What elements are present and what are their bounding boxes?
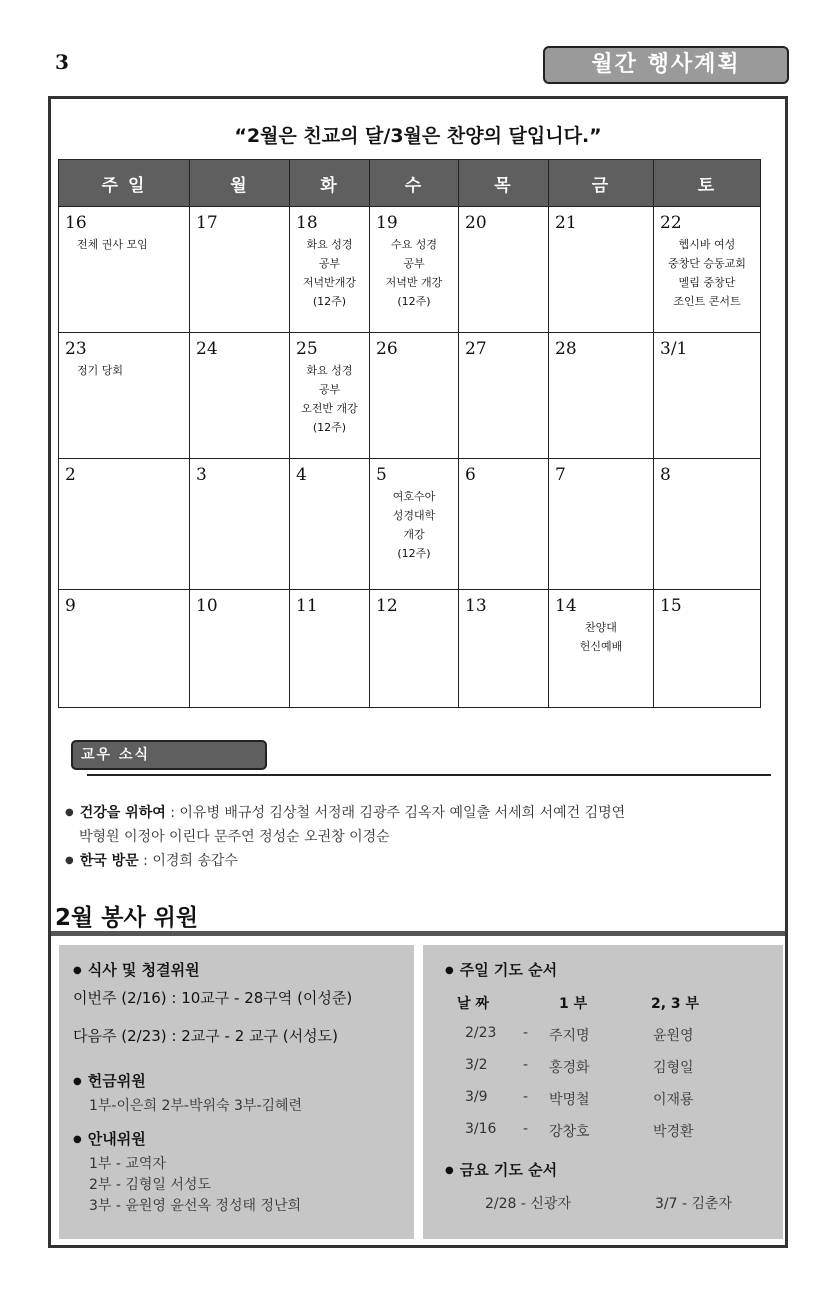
day-number: 13 [465, 596, 487, 616]
calendar-day-cell [290, 207, 370, 333]
day-number: 2 [65, 465, 76, 485]
page-number: 3 [55, 50, 69, 74]
event-line: 공부 [403, 257, 425, 270]
day-events [549, 618, 653, 656]
health-names-continued: 박형원 이정아 이린다 문주연 정성순 오권창 이경순 [79, 829, 390, 845]
event-line: 여호수아 [392, 490, 436, 503]
weekday-header: 토 [654, 160, 761, 207]
prayer-header-second: 2, 3 부 [651, 996, 700, 1012]
calendar-day-cell [370, 207, 459, 333]
news-section-label: 교우 소식 [71, 740, 267, 770]
prayer-header-date: 날 짜 [457, 996, 489, 1012]
prayer-dash: - [523, 1089, 529, 1105]
news-divider [87, 774, 771, 776]
offering-committee-list: 1부-이은희 2부-박위숙 3부-김혜련 [89, 1098, 303, 1114]
calendar-day-cell [190, 459, 290, 590]
bullet-icon [65, 805, 80, 821]
calendar-day-cell [654, 333, 761, 459]
calendar-day-cell [654, 590, 761, 708]
calendar-day-cell [59, 590, 190, 708]
calendar-week-row [59, 459, 761, 590]
calendar-day-cell [190, 207, 290, 333]
day-number: 23 [65, 339, 87, 359]
day-number: 19 [376, 213, 398, 233]
event-line: 공부 [318, 257, 341, 270]
day-number: 6 [465, 465, 476, 485]
event-line: 중창단 승동교회 [668, 257, 746, 270]
day-number: 22 [660, 213, 682, 233]
bullet-icon [65, 853, 80, 869]
prayer-first: 박명철 [549, 1092, 590, 1108]
friday-prayer-2: 3/7 - 김춘자 [655, 1196, 733, 1212]
event-line: 개강 [403, 528, 425, 541]
calendar-day-cell [370, 590, 459, 708]
prayer-schedule-panel [423, 945, 783, 1239]
day-number: 14 [555, 596, 577, 616]
calendar-day-cell [290, 333, 370, 459]
weekday-header: 금 [549, 160, 654, 207]
day-number: 12 [376, 596, 398, 616]
prayer-dash: - [523, 1025, 529, 1041]
usher-committee-title: ● 안내위원 [73, 1128, 146, 1149]
calendar-week-row [59, 590, 761, 708]
calendar-day-cell [190, 333, 290, 459]
prayer-first: 홍경화 [549, 1060, 590, 1076]
day-number: 3 [196, 465, 207, 485]
prayer-dash: - [523, 1121, 529, 1137]
separator: : [165, 805, 180, 821]
bullet-icon [73, 1130, 88, 1148]
event-calendar [58, 159, 761, 708]
bullet-icon [73, 1072, 88, 1090]
visit-names: 이경희 송갑수 [152, 853, 238, 869]
prayer-second: 김형일 [653, 1060, 694, 1076]
prayer-first: 주지명 [549, 1028, 590, 1044]
calendar-day-cell [459, 333, 549, 459]
usher-list-3: 3부 - 윤원영 윤선옥 정성태 정난희 [89, 1198, 302, 1214]
bullet-icon [73, 961, 88, 979]
prayer-dash: - [523, 1057, 529, 1073]
meal-committee-title: ● 식사 및 청결위원 [73, 959, 200, 980]
prayer-date: 3/2 [465, 1057, 488, 1073]
monthly-theme-quote: “2월은 친교의 달/3월은 찬양의 달입니다.” [234, 125, 602, 147]
this-week-assignment: 이번주 (2/16) : 10교구 - 28구역 (이성준) [73, 989, 353, 1007]
event-line: 전체 권사 모임 [77, 238, 148, 251]
day-number: 9 [65, 596, 76, 616]
day-number: 28 [555, 339, 577, 359]
event-line: 헌신예배 [579, 640, 623, 653]
day-number: 17 [196, 213, 218, 233]
calendar-week-row [59, 333, 761, 459]
korea-visit-line [65, 849, 775, 873]
event-line: (12주) [312, 295, 347, 308]
day-events [59, 361, 189, 380]
calendar-day-cell [370, 459, 459, 590]
usher-list-2: 2부 - 김형일 서성도 [89, 1177, 211, 1193]
prayer-second: 박경환 [653, 1124, 694, 1140]
event-line: 공부 [318, 383, 341, 396]
event-line: 헵시바 여성 [678, 238, 736, 251]
calendar-day-cell [59, 459, 190, 590]
usher-list-1: 1부 - 교역자 [89, 1156, 166, 1172]
weekday-header: 주 일 [59, 160, 190, 207]
health-label: 건강을 위하여 [79, 805, 166, 821]
bullet-icon [445, 1161, 460, 1179]
prayer-date: 2/23 [465, 1025, 497, 1041]
prayer-date: 3/9 [465, 1089, 488, 1105]
day-number: 3/1 [660, 339, 688, 359]
calendar-day-cell [549, 207, 654, 333]
event-line: 화요 성경 [306, 238, 353, 251]
day-events [370, 487, 458, 563]
prayer-first: 강창호 [549, 1124, 590, 1140]
prayer-date: 3/16 [465, 1121, 497, 1137]
weekday-header: 수 [370, 160, 459, 207]
day-events [370, 235, 458, 311]
event-line: 정기 당회 [77, 364, 124, 377]
prayer-second: 윤원영 [653, 1028, 694, 1044]
weekday-header: 화 [290, 160, 370, 207]
member-news [65, 801, 775, 873]
day-number: 21 [555, 213, 577, 233]
prayer-second: 이재룡 [653, 1092, 694, 1108]
day-number: 18 [296, 213, 318, 233]
day-number: 20 [465, 213, 487, 233]
calendar-day-cell [654, 459, 761, 590]
calendar-day-cell [59, 333, 190, 459]
event-line: 수요 성경 [390, 238, 437, 251]
separator: : [138, 853, 153, 869]
service-section-title: 2월 봉사 위원 [55, 905, 199, 931]
event-line: 조인트 콘서트 [673, 295, 741, 308]
day-number: 8 [660, 465, 671, 485]
day-number: 27 [465, 339, 487, 359]
event-line: 멜림 중창단 [678, 276, 736, 289]
day-number: 24 [196, 339, 218, 359]
friday-prayer-title: ● 금요 기도 순서 [445, 1159, 557, 1180]
calendar-day-cell [459, 207, 549, 333]
event-line: 성경대학 [392, 509, 436, 522]
calendar-week-row [59, 207, 761, 333]
sunday-prayer-title: ● 주일 기도 순서 [445, 959, 557, 980]
calendar-day-cell [190, 590, 290, 708]
calendar-day-cell [290, 459, 370, 590]
calendar-day-cell [290, 590, 370, 708]
health-prayer-line [65, 801, 775, 825]
next-week-assignment: 다음주 (2/23) : 2교구 - 2 교구 (서성도) [73, 1027, 338, 1045]
event-line: 오전반 개강 [301, 402, 358, 415]
day-number: 4 [296, 465, 307, 485]
event-line: 화요 성경 [306, 364, 353, 377]
calendar-day-cell [654, 207, 761, 333]
day-number: 11 [296, 596, 318, 616]
day-events [654, 235, 760, 311]
header-title: 월간 행사계획 [543, 46, 789, 84]
event-line: 저녁반개강 [302, 276, 357, 289]
bullet-icon [445, 961, 460, 979]
service-divider [51, 931, 785, 936]
newsletter-frame [48, 96, 788, 1248]
event-line: (12주) [397, 547, 431, 560]
offering-committee-title: ● 헌금위원 [73, 1070, 146, 1091]
event-line: (12주) [397, 295, 431, 308]
weekday-header-row [59, 160, 761, 207]
day-events [290, 235, 369, 311]
event-line: (12주) [312, 421, 347, 434]
volunteers-panel [59, 945, 414, 1239]
day-number: 16 [65, 213, 87, 233]
day-number: 5 [376, 465, 387, 485]
calendar-day-cell [370, 333, 459, 459]
day-number: 15 [660, 596, 682, 616]
calendar-day-cell [549, 333, 654, 459]
day-number: 7 [555, 465, 566, 485]
calendar-day-cell [459, 459, 549, 590]
day-number: 25 [296, 339, 318, 359]
health-names: 이유병 배규성 김상철 서정래 김광주 김옥자 예일출 서세희 서예건 김명연 [179, 805, 626, 821]
weekday-header: 목 [459, 160, 549, 207]
calendar-day-cell [549, 590, 654, 708]
calendar-day-cell [459, 590, 549, 708]
day-number: 10 [196, 596, 218, 616]
visit-label: 한국 방문 [79, 853, 139, 869]
calendar-day-cell [59, 207, 190, 333]
friday-prayer-1: 2/28 - 신광자 [485, 1196, 571, 1212]
day-events [290, 361, 369, 437]
prayer-header-first: 1 부 [559, 996, 588, 1012]
calendar-day-cell [549, 459, 654, 590]
weekday-header: 월 [190, 160, 290, 207]
event-line: 저녁반 개강 [385, 276, 443, 289]
day-number: 26 [376, 339, 398, 359]
event-line: 찬양대 [585, 621, 617, 634]
day-events [59, 235, 189, 254]
